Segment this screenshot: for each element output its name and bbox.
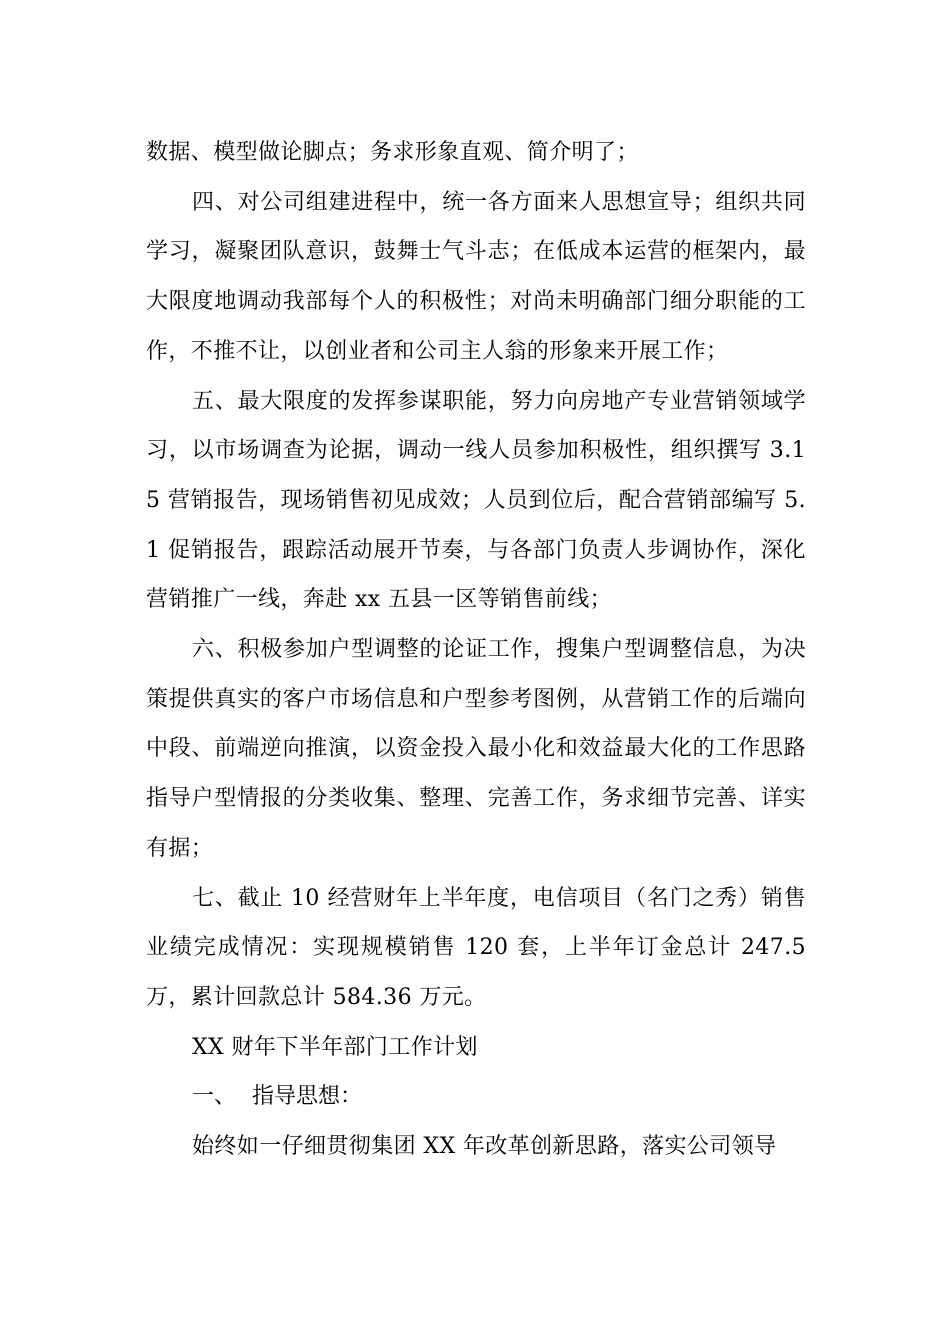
paragraph-item-7: 七、截止 10 经营财年上半年度，电信项目（名门之秀）销售业绩完成情况：实现规模销售 120 套，上半年订金总计 247.5 万，累计回款总计 584.36 万元。 [146, 885, 806, 1010]
section-title: XX 财年下半年部门工作计划 [192, 1034, 478, 1060]
document-page [146, 128, 806, 1172]
heading-number: 一、 [192, 1084, 237, 1110]
heading-text: 指导思想： [252, 1084, 363, 1110]
section-heading [146, 1072, 806, 1122]
paragraph-item-5: 五、最大限度的发挥参谋职能，努力向房地产专业营销领域学习，以市场调查为论据，调动一线人员参加积极性，组织撰写 3.15 营销报告，现场销售初见成效；人员到位后，配合营销部编写 5.1 促销报告，跟踪活动展开节奏，与各部门负责人步调协作，深化营销推广一线，奔赴 xx 五县一区等销售前线； [146, 388, 806, 613]
paragraph-continuation: 数据、模型做论脚点；务求形象直观、简介明了； [146, 140, 639, 165]
paragraph-guiding-thought: 始终如一仔细贯彻集团 XX 年改革创新思路，落实公司领导 [192, 1134, 777, 1160]
paragraph-item-4: 四、对公司组建进程中，统一各方面来人思想宣导；组织共同学习，凝聚团队意识，鼓舞士气斗志；在低成本运营的框架内，最大限度地调动我部每个人的积极性；对尚未明确部门细分职能的工作，不推不让，以创业者和公司主人翁的形象来开展工作； [146, 189, 806, 364]
paragraph-item-6: 六、积极参加户型调整的论证工作，搜集户型调整信息，为决策提供真实的客户市场信息和户型参考图例，从营销工作的后端向中段、前端逆向推演，以资金投入最小化和效益最大化的工作思路指导户型情报的分类收集、整理、完善工作，务求细节完善、详实有据； [146, 637, 806, 861]
